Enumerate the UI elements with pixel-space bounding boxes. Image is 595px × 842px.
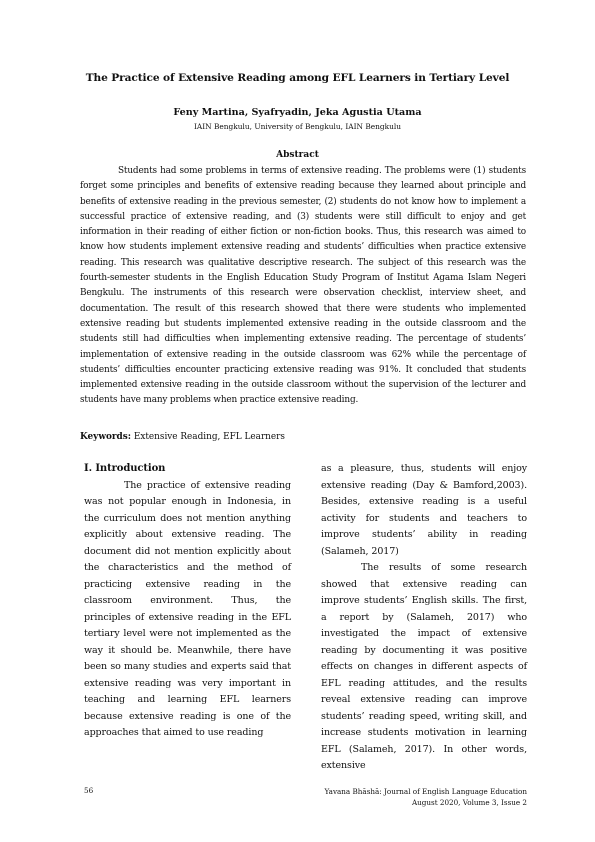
paper-title: The Practice of Extensive Reading among EFL Learners in Tertiary Level (85, 72, 510, 84)
journal-issue: August 2020, Volume 3, Issue 2 (411, 798, 527, 807)
left-column (84, 461, 291, 742)
section-heading: I. Introduction (84, 463, 166, 474)
journal-name: Yavana Bhāshā: Journal of English Language Education (324, 787, 527, 796)
keywords-list: Extensive Reading, EFL Learners (131, 432, 285, 442)
intro-paragraph-2: The results of some research showed that extensive reading can improve students’ English skills. The first, a report by (Salameh, 2017) who investigated the impact of extensive reading by documenting it was positive effects on changes in different aspects of EFL reading attitudes, and the results reveal extensive reading can improve students’ reading speed, writing skill, and increase students motivation in learning EFL (Salameh, 2017). In other words, extensive (321, 562, 527, 771)
affiliations: IAIN Bengkulu, University of Bengkulu, IAIN Bengkulu (194, 122, 401, 131)
keywords-label: Keywords: (80, 432, 132, 442)
page-number: 56 (84, 786, 94, 795)
author-list: Feny Martina, Syafryadin, Jeka Agustia Utama (173, 107, 422, 118)
journal-footer (324, 786, 527, 808)
intro-paragraph-1-continued: as a pleasure, thus, students will enjoy extensive reading (Day & Bamford,2003). Besides, extensive reading is a useful activity for students and teachers to improve students’ ability in reading (Salameh, 2017) (321, 463, 527, 557)
keywords-line (80, 430, 526, 445)
abstract-body: Students had some problems in terms of extensive reading. The problems were (1) students forget some principles and benefits of extensive reading because they learned about principle and benefits of extensive reading in the previous semester, (2) students do not know how to implement a successful practice of extensive reading, and (3) students were still difficult to enjoy and get information in their reading of either fiction or non-fiction books. Thus, this research was aimed to know how students implement extensive reading and students’ difficulties when practice extensive reading. This research was qualitative descriptive research. The subject of this research was the fourth-semester students in the English Education Study Program of Institut Agama Islam Negeri Bengkulu. The instruments of this research were observation checklist, interview sheet, and documentation. The result of this research showed that there were students who implemented extensive reading but students implemented extensive reading in the outside classroom and the students still had difficulties when implementing extensive reading. The percentage of students’ implementation of extensive reading in the outside classroom was 62% while the percentage of students’ difficulties encounter practicing extensive reading was 91%. It concluded that students implemented extensive reading in the outside classroom without the supervision of the lecturer and students have many problems when practice extensive reading. (80, 166, 526, 406)
intro-paragraph-1: The practice of extensive reading was not popular enough in Indonesia, in the curriculum does not mention anything explicitly about extensive reading. The document did not mention explicitly about the characteristics and the method of practicing extensive reading in the classroom environment. Thus, the principles of extensive reading in the EFL tertiary level were not implemented as the way it should be. Meanwhile, there have been so many studies and experts said that extensive reading was very important in teaching and learning EFL learners because extensive reading is one of the approaches that aimed to use reading (84, 479, 291, 738)
abstract-heading: Abstract (276, 150, 319, 160)
right-column (321, 461, 527, 775)
